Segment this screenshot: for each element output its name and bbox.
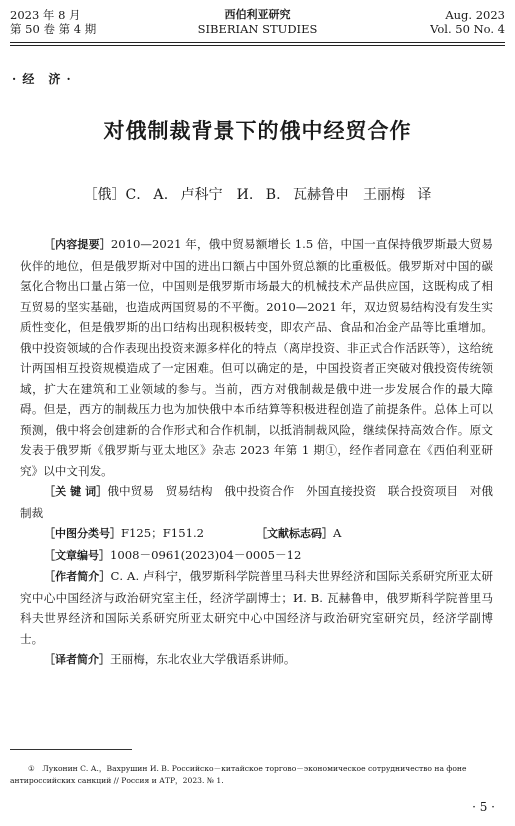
article-number-paragraph — [20, 545, 493, 567]
classification-row — [20, 523, 493, 545]
abstract-text: 2010—2021 年，俄中贸易额增长 1.5 倍，中国一直保持俄罗斯最大贸易伙伴的地位，但是俄罗斯对中国的进出口额占中国外贸总额的比重极低。俄罗斯对中国的碳氢化合物出口量占第一位，中国则是俄罗斯市场最大的机械技术产品供应国，这既构成了相互贸易的坚实基础，也造成两国贸易的不平衡。2010—2021 年，双边贸易结构没有发生实质性变化，但是俄罗斯的出口结构出现积极转变，即农产品、食品和冶金产品等比重增加。俄中投资领域的合作表现出投资来源多样化的特点（离岸投资、非正式合作活跃等），这给统计两国相互投资规模造成了一定困难。但可以确定的是，中国投资者正突破对俄投资传统领域，扩大在建筑和工业领域的参与。当前，西方对俄制裁是俄中进一步发展合作的最大障碍。但是，西方的制裁压力也为加快俄中本币结算等积极进程创造了前提条件。总体上可以预测，俄中将会创建新的合作形式和合作机制，以抵消制裁风险，继续保持高效合作。原文发表于俄罗斯《俄罗斯与亚太地区》杂志 2023 年第 1 期①，经作者同意在《西伯利亚研究》以中文刊发。 — [20, 237, 493, 478]
header-right — [430, 8, 505, 36]
author-bio-paragraph — [20, 566, 493, 649]
page-header — [10, 8, 505, 42]
author-bio-text: С. А. 卢科宁，俄罗斯科学院普里马科夫世界经济和国际关系研究所亚太研究中心中国经济与政治研究室主任，经济学副博士；И. В. 瓦赫鲁申，俄罗斯科学院普里马科夫世界经济和国际关系研究所亚太研究中心中国经济与政治研究室研究员，经济学副博士。 — [20, 569, 493, 646]
abstract-paragraph — [20, 234, 493, 481]
clc-value: F125；F151.2 — [121, 526, 205, 540]
keywords-paragraph — [20, 481, 493, 523]
footnote-text: ① Луконин С. А.，Вахрушин И. В. Российско－китайское торгово－экономическое сотрудничество на фоне антироссийских санкций // Россия и АТР，2023. № 1. — [10, 764, 467, 785]
footnote — [10, 763, 501, 787]
header-volume-en: Vol. 50 No. 4 — [430, 22, 505, 36]
article-front-matter — [20, 234, 493, 671]
translator-bio-text: 王丽梅，东北农业大学俄语系讲师。 — [110, 652, 296, 666]
doc-code-label: ［文献标志码］ — [256, 527, 333, 540]
author-bio-label: ［作者简介］ — [44, 570, 111, 583]
article-number-value: 1008－0961(2023)04－0005－12 — [110, 547, 302, 562]
authors-line: ［俄］С. А. 卢科宁 И. В. 瓦赫鲁申 王丽梅 译 — [83, 187, 432, 203]
translator-bio-label: ［译者简介］ — [44, 653, 110, 666]
clc-label: ［中图分类号］ — [44, 527, 121, 540]
journal-name-en: SIBERIAN STUDIES — [197, 22, 318, 36]
header-date-cn: 2023 年 8 月 — [10, 8, 81, 22]
keywords-label: ［关 键 词］ — [44, 485, 108, 498]
keywords-text: 俄中贸易 贸易结构 俄中投资合作 外国直接投资 联合投资项目 对俄制裁 — [20, 484, 493, 520]
page-number: · 5 · — [472, 800, 495, 814]
section-label: · 经 济 · — [12, 72, 72, 86]
doc-code-value: A — [333, 526, 342, 540]
header-rule-thick — [10, 42, 505, 43]
header-rule-thin — [10, 45, 505, 46]
abstract-label: ［内容提要］ — [44, 238, 111, 251]
footnote-rule — [10, 749, 132, 750]
header-date-en: Aug. 2023 — [445, 8, 505, 22]
header-volume-cn: 第 50 卷 第 4 期 — [10, 22, 97, 36]
translator-bio-paragraph — [20, 649, 493, 671]
journal-name-cn: 西伯利亚研究 — [224, 8, 291, 21]
article-number-label: ［文章编号］ — [44, 548, 110, 562]
article-title: 对俄制裁背景下的俄中经贸合作 — [103, 119, 412, 143]
